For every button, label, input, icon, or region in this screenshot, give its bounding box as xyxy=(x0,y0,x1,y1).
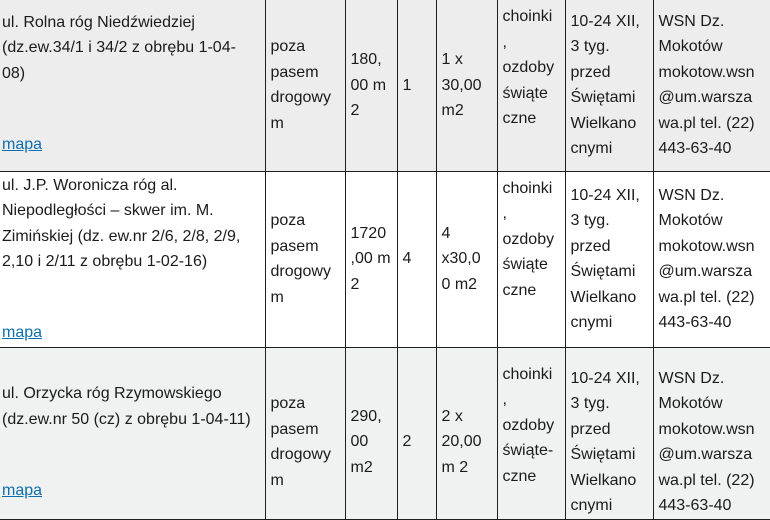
map-link[interactable]: mapa xyxy=(2,481,43,499)
size-cell: 4 x30,0 0 m2 xyxy=(436,171,497,347)
contact-cell: WSN Dz. Mokotów mokotow.wsn @um.warsza wa.pl tel. (22) 443-63-40 xyxy=(653,171,770,347)
goods-cell: choinki , ozdoby świąte- czne xyxy=(497,347,565,519)
period-cell: 10-24 XII, 3 tyg. przed Świętami Wielkano cnymi xyxy=(565,171,653,347)
address-text: ul. Orzycka róg Rzymowskiego (dz.ew.nr 50 (cz) z obrębu 1-04-11) xyxy=(2,385,251,428)
period-cell: 10-24 XII, 3 tyg. przed Świętami Wielkano cnymi xyxy=(565,0,653,171)
count-cell: 2 xyxy=(397,347,436,519)
address-cell xyxy=(0,171,265,347)
area-cell: 180, 00 m 2 xyxy=(345,0,397,171)
count-cell: 4 xyxy=(397,171,436,347)
address-text: ul. J.P. Woronicza róg al. Niepodległości – skwer im. M. Zimińskiej (dz. ew.nr 2/6, 2/8, 2/9, 2,10 i 2/11 z obrębu 1-02-16) xyxy=(2,176,241,270)
table-row xyxy=(0,0,770,171)
size-cell: 1 x 30,00 m2 xyxy=(436,0,497,171)
table-row xyxy=(0,347,770,519)
area-cell: 290, 00 m2 xyxy=(345,347,397,519)
address-text: ul. Rolna róg Niedźwiedziej (dz.ew.34/1 i 34/2 z obrębu 1-04-08) xyxy=(2,13,236,82)
address-cell xyxy=(0,347,265,519)
map-link[interactable]: mapa xyxy=(2,135,43,153)
period-cell: 10-24 XII, 3 tyg. przed Świętami Wielkano cnymi xyxy=(565,347,653,519)
count-cell: 1 xyxy=(397,0,436,171)
goods-cell: choinki , ozdoby świąte czne xyxy=(497,171,565,347)
address-cell xyxy=(0,0,265,171)
location-cell: poza pasem drogowym xyxy=(265,347,345,519)
location-cell: poza pasem drogowym xyxy=(265,171,345,347)
size-cell: 2 x 20,00 m 2 xyxy=(436,347,497,519)
area-cell: 1720 ,00 m 2 xyxy=(345,171,397,347)
map-link[interactable]: mapa xyxy=(2,324,43,341)
contact-cell: WSN Dz. Mokotów mokotow.wsn @um.warsza wa.pl tel. (22) 443-63-40 xyxy=(653,0,770,171)
contact-cell: WSN Dz. Mokotów mokotow.wsn @um.warsza wa.pl tel. (22) 443-63-40 xyxy=(653,347,770,519)
goods-cell: choinki , ozdoby świąte czne xyxy=(497,0,565,171)
location-cell: poza pasem drogowym xyxy=(265,0,345,171)
table-row xyxy=(0,171,770,347)
